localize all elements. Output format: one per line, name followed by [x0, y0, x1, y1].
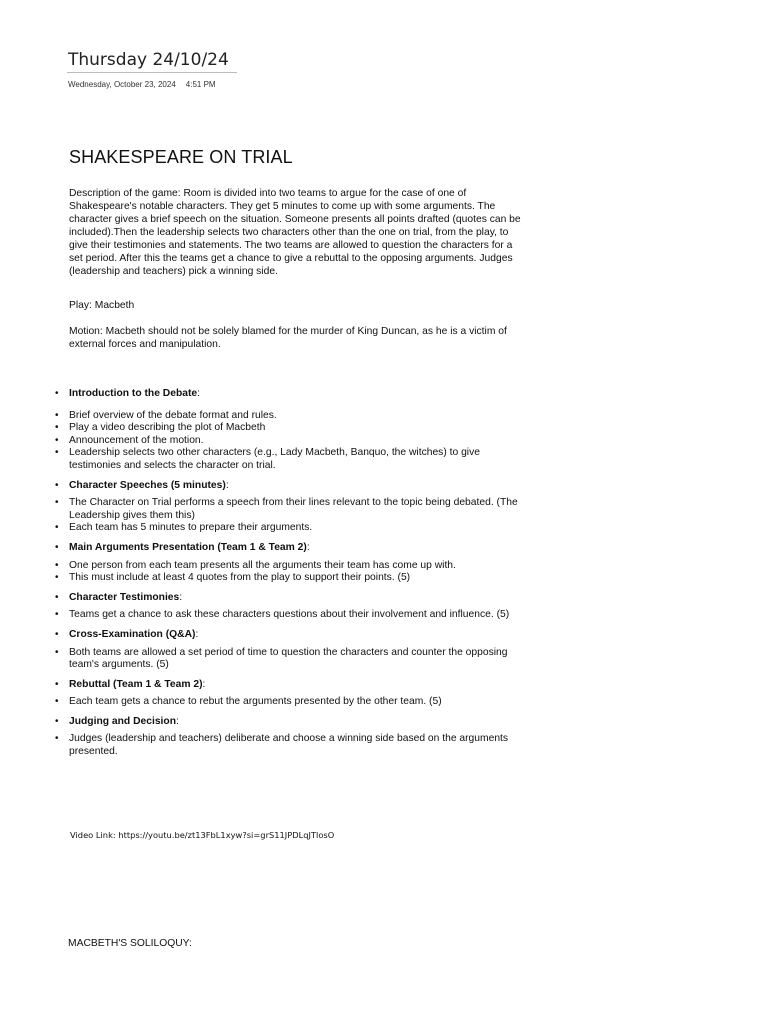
list-item: • This must include at least 4 quotes from the play to support their points. (5)	[55, 572, 525, 585]
page-time: 4:51 PM	[185, 80, 216, 89]
list-item: • The Character on Trial performs a speech from their lines relevant to the topic being debated. (The Leadership gives them this)	[55, 497, 525, 522]
section-heading: • Character Testimonies:	[55, 592, 525, 605]
debate-outline	[55, 388, 525, 759]
list-item: • Each team has 5 minutes to prepare their arguments.	[55, 522, 525, 535]
section-heading: • Introduction to the Debate:	[55, 388, 525, 401]
list-item: • Teams get a chance to ask these characters questions about their involvement and influence. (5)	[55, 609, 525, 622]
list-item: • Each team gets a chance to rebut the arguments presented by the other team. (5)	[55, 696, 525, 709]
section-heading: • Rebuttal (Team 1 & Team 2):	[55, 679, 525, 692]
list-item: • Both teams are allowed a set period of time to question the characters and counter the opposing team's arguments. (5)	[55, 647, 525, 672]
section-heading: • Cross-Examination (Q&A):	[55, 629, 525, 642]
page-timestamp	[68, 80, 216, 89]
video-link[interactable]: Video Link: https://youtu.be/zt13FbL1xyw?si=grS11JPDLqJTlosO	[70, 830, 335, 840]
list-item: • Leadership selects two other characters (e.g., Lady Macbeth, Banquo, the witches) to give testimonies and selects the character on trial.	[55, 447, 525, 472]
document-heading: SHAKESPEARE ON TRIAL	[69, 147, 293, 167]
list-item: • Announcement of the motion.	[55, 435, 525, 448]
play-line: Play: Macbeth	[69, 300, 135, 311]
list-item: • Play a video describing the plot of Macbeth	[55, 422, 525, 435]
section-heading: • Character Speeches (5 minutes):	[55, 480, 525, 493]
soliloquy-heading: MACBETH'S SOLILOQUY:	[68, 938, 192, 949]
page-date: Wednesday, October 23, 2024	[68, 80, 176, 89]
page-title[interactable]: Thursday 24/10/24	[68, 50, 229, 70]
list-item: • One person from each team presents all the arguments their team has come up with.	[55, 560, 525, 573]
section-heading: • Main Arguments Presentation (Team 1 & Team 2):	[55, 542, 525, 555]
section-heading: • Judging and Decision:	[55, 716, 525, 729]
game-description: Description of the game: Room is divided into two teams to argue for the case of one of Shakespeare's notable characters. They get 5 minutes to come up with some arguments. The character gives a brief speech on the situation. Someone presents all points drafted (quotes can be included).Then the leadership selects two characters other than the one on trial, from the play, to give their testimonies and statements. The two teams are allowed to question the characters for a set period. After this the teams get a chance to give a rebuttal to the opposing arguments. Judges (leadership and teachers) pick a winning side.	[69, 188, 521, 277]
title-divider	[67, 72, 237, 73]
motion-line: Motion: Macbeth should not be solely blamed for the murder of King Duncan, as he is a victim of external forces and manipulation.	[69, 326, 507, 350]
list-item: • Judges (leadership and teachers) deliberate and choose a winning side based on the arguments presented.	[55, 733, 525, 758]
list-item: • Brief overview of the debate format and rules.	[55, 410, 525, 423]
